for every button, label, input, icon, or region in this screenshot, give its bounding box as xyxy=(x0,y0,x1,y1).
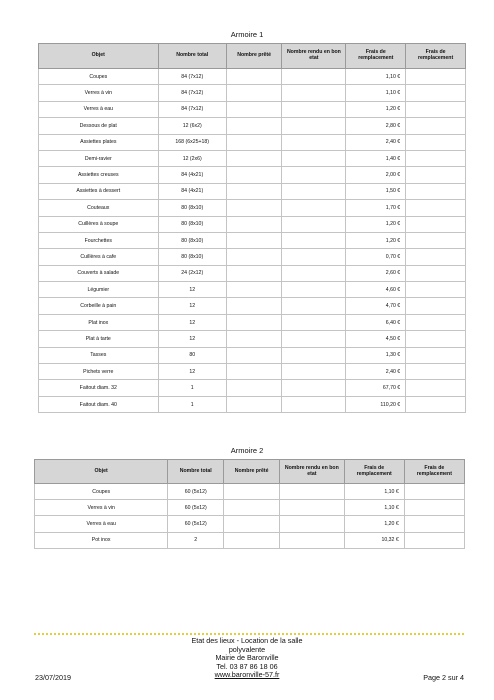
table-cell: 10,32 € xyxy=(344,532,404,548)
armoire-1-table xyxy=(38,43,466,413)
table-cell xyxy=(282,282,346,298)
footer xyxy=(0,637,494,680)
table-cell xyxy=(282,69,346,85)
table-row xyxy=(39,69,466,85)
column-header: Frais de remplacement xyxy=(404,460,464,484)
table-header-row xyxy=(35,460,465,484)
table-row xyxy=(39,380,466,396)
column-header: Nombre rendu en bon etat xyxy=(282,44,346,69)
armoire-2-title: Armoire 2 xyxy=(230,446,264,455)
table-cell: Cuillères à soupe xyxy=(39,216,159,232)
table-cell xyxy=(282,298,346,314)
table-cell xyxy=(226,118,282,134)
table-cell xyxy=(282,232,346,248)
table-cell xyxy=(282,118,346,134)
table-cell: 1,10 € xyxy=(346,85,406,101)
table-cell: Pichets verre xyxy=(39,364,159,380)
table-cell xyxy=(280,516,345,532)
table-cell: 12 xyxy=(158,298,226,314)
column-header: Nombre prêté xyxy=(224,460,280,484)
table-cell: 1 xyxy=(158,380,226,396)
table-cell xyxy=(282,134,346,150)
table-cell xyxy=(224,516,280,532)
armoire-1-title: Armoire 1 xyxy=(230,30,264,39)
table-cell: Coupes xyxy=(39,69,159,85)
table-cell xyxy=(224,500,280,516)
table-cell xyxy=(226,249,282,265)
table-cell xyxy=(226,69,282,85)
table-cell: 1,10 € xyxy=(344,484,404,500)
table-row xyxy=(39,347,466,363)
table-cell: Assiettes creuses xyxy=(39,167,159,183)
table-cell xyxy=(226,200,282,216)
table-cell xyxy=(406,200,466,216)
table-row xyxy=(39,200,466,216)
table-cell xyxy=(406,85,466,101)
table-cell: 24 (2x12) xyxy=(158,265,226,281)
table-cell: 4,50 € xyxy=(346,331,406,347)
table-cell: 80 (8x10) xyxy=(158,249,226,265)
table-cell: 1,10 € xyxy=(344,500,404,516)
table-cell: 2 xyxy=(168,532,224,548)
table-cell xyxy=(406,183,466,199)
table-cell xyxy=(226,265,282,281)
table-row xyxy=(39,101,466,117)
table-cell xyxy=(404,532,464,548)
table-cell xyxy=(404,484,464,500)
table-cell xyxy=(406,101,466,117)
table-cell xyxy=(406,118,466,134)
table-row xyxy=(35,484,465,500)
table-cell: 80 xyxy=(158,347,226,363)
table-cell xyxy=(406,265,466,281)
page-number: Page 2 sur 4 xyxy=(423,673,464,682)
column-header: Frais de remplacement xyxy=(346,44,406,69)
table-cell: Verres à vin xyxy=(39,85,159,101)
table-cell xyxy=(406,396,466,412)
footer-date: 23/07/2019 xyxy=(35,673,71,682)
table-cell xyxy=(226,232,282,248)
table-cell: 4,60 € xyxy=(346,282,406,298)
table-cell xyxy=(224,484,280,500)
table-cell xyxy=(282,347,346,363)
footer-line-2: polyvalente xyxy=(228,644,266,654)
table-cell xyxy=(282,314,346,330)
table-cell: 80 (8x10) xyxy=(158,232,226,248)
table-cell xyxy=(226,85,282,101)
table-cell xyxy=(282,101,346,117)
table-cell xyxy=(226,380,282,396)
footer-divider xyxy=(34,633,464,635)
table-cell: 12 (2x6) xyxy=(158,150,226,166)
website-link[interactable]: www.baronville-57.fr xyxy=(214,670,280,680)
table-cell: 2,40 € xyxy=(346,364,406,380)
column-header: Frais de remplacement xyxy=(406,44,466,69)
footer-line-3: Mairie de Baronville xyxy=(215,653,279,663)
table-cell xyxy=(406,282,466,298)
column-header: Nombre prêté xyxy=(226,44,282,69)
table-cell xyxy=(282,167,346,183)
table-cell: 84 (7x12) xyxy=(158,101,226,117)
footer-line-1: Etat des lieux - Location de la salle xyxy=(191,636,303,645)
table-cell: 4,70 € xyxy=(346,298,406,314)
table-cell: 2,60 € xyxy=(346,265,406,281)
table-row xyxy=(39,314,466,330)
table-row xyxy=(35,532,465,548)
table-cell: Corbeille à pain xyxy=(39,298,159,314)
table-cell: Faitout diam. 32 xyxy=(39,380,159,396)
table-cell: 84 (4x21) xyxy=(158,183,226,199)
table-cell xyxy=(226,183,282,199)
table-cell xyxy=(226,282,282,298)
table-cell: 12 xyxy=(158,314,226,330)
table-cell xyxy=(226,396,282,412)
table-cell xyxy=(226,101,282,117)
table-cell: Cuillères à cafe xyxy=(39,249,159,265)
table-cell xyxy=(282,331,346,347)
table-cell: 60 (5x12) xyxy=(168,484,224,500)
table-cell xyxy=(406,216,466,232)
table-row xyxy=(39,183,466,199)
table-cell: 12 xyxy=(158,364,226,380)
table-cell xyxy=(282,216,346,232)
table-cell: 60 (5x12) xyxy=(168,516,224,532)
table-cell: Fourchettes xyxy=(39,232,159,248)
table-cell: Assiettes plates xyxy=(39,134,159,150)
table-cell xyxy=(282,380,346,396)
table-cell xyxy=(282,265,346,281)
table-cell: Légumier xyxy=(39,282,159,298)
table-cell: Verres à vin xyxy=(35,500,168,516)
table-cell xyxy=(282,183,346,199)
table-cell xyxy=(406,298,466,314)
table-cell: Couteaux xyxy=(39,200,159,216)
table-row xyxy=(39,85,466,101)
table-cell xyxy=(224,532,280,548)
table-cell: 1,20 € xyxy=(344,516,404,532)
table-cell: Tasses xyxy=(39,347,159,363)
table-cell: 2,40 € xyxy=(346,134,406,150)
table-cell xyxy=(404,516,464,532)
table-cell: Couverts à salade xyxy=(39,265,159,281)
table-row xyxy=(35,500,465,516)
table-row xyxy=(35,516,465,532)
table-cell xyxy=(406,69,466,85)
column-header: Nombre total xyxy=(168,460,224,484)
table-cell: 1,70 € xyxy=(346,200,406,216)
table-cell: Assiettes à dessert xyxy=(39,183,159,199)
table-row xyxy=(39,298,466,314)
table-cell: 12 (6x2) xyxy=(158,118,226,134)
table-cell xyxy=(226,347,282,363)
table-cell: 84 (7x12) xyxy=(158,69,226,85)
table-row xyxy=(39,118,466,134)
table-cell: 12 xyxy=(158,331,226,347)
table-row xyxy=(39,167,466,183)
table-cell: Demi-ravier xyxy=(39,150,159,166)
table-cell: Faitout diam. 40 xyxy=(39,396,159,412)
table-cell xyxy=(226,331,282,347)
table-cell xyxy=(406,380,466,396)
table-cell: 2,00 € xyxy=(346,167,406,183)
table-cell xyxy=(282,150,346,166)
table-cell: 0,70 € xyxy=(346,249,406,265)
table-cell: Plat à tarte xyxy=(39,331,159,347)
table-cell xyxy=(406,134,466,150)
table-cell xyxy=(282,396,346,412)
table-cell xyxy=(226,314,282,330)
column-header: Nombre rendu en bon etat xyxy=(280,460,345,484)
table-cell: 1 xyxy=(158,396,226,412)
column-header: Objet xyxy=(35,460,168,484)
table-cell xyxy=(226,364,282,380)
table-cell: Verres à eau xyxy=(35,516,168,532)
table-cell xyxy=(282,364,346,380)
footer-line-4: Tel. 03 87 86 18 06 xyxy=(216,661,278,671)
table-cell xyxy=(406,314,466,330)
table-cell xyxy=(226,298,282,314)
table-cell: Verres à eau xyxy=(39,101,159,117)
table-row xyxy=(39,134,466,150)
table-row xyxy=(39,249,466,265)
table-header-row xyxy=(39,44,466,69)
table-cell: 1,20 € xyxy=(346,232,406,248)
table-cell xyxy=(280,532,345,548)
table-cell: 80 (8x10) xyxy=(158,200,226,216)
table-cell: Plat inox xyxy=(39,314,159,330)
table-cell: 1,50 € xyxy=(346,183,406,199)
table-row xyxy=(39,331,466,347)
table-cell xyxy=(280,500,345,516)
table-cell: 168 (6x25+18) xyxy=(158,134,226,150)
table-row xyxy=(39,232,466,248)
table-cell: 60 (5x12) xyxy=(168,500,224,516)
table-cell xyxy=(226,167,282,183)
table-cell: 84 (7x12) xyxy=(158,85,226,101)
table-cell xyxy=(406,167,466,183)
table-cell: 12 xyxy=(158,282,226,298)
table-cell xyxy=(406,347,466,363)
table-cell: 6,40 € xyxy=(346,314,406,330)
table-row xyxy=(39,396,466,412)
table-cell xyxy=(404,500,464,516)
table-cell: 1,20 € xyxy=(346,101,406,117)
table-cell: 80 (8x10) xyxy=(158,216,226,232)
table-cell xyxy=(226,216,282,232)
table-cell xyxy=(406,232,466,248)
column-header: Nombre total xyxy=(158,44,226,69)
table-cell xyxy=(280,484,345,500)
table-row xyxy=(39,150,466,166)
table-cell: 110,20 € xyxy=(346,396,406,412)
column-header: Frais de remplacement xyxy=(344,460,404,484)
table-row xyxy=(39,282,466,298)
table-cell: 1,40 € xyxy=(346,150,406,166)
table-cell: 2,80 € xyxy=(346,118,406,134)
table-cell: Pot inox xyxy=(35,532,168,548)
table-cell: 84 (4x21) xyxy=(158,167,226,183)
table-cell xyxy=(406,364,466,380)
table-cell: 1,10 € xyxy=(346,69,406,85)
armoire-2-table xyxy=(34,459,465,549)
table-cell xyxy=(406,150,466,166)
table-cell: Coupes xyxy=(35,484,168,500)
table-cell xyxy=(282,249,346,265)
table-cell xyxy=(282,200,346,216)
table-cell xyxy=(406,249,466,265)
table-row xyxy=(39,364,466,380)
table-cell xyxy=(226,134,282,150)
table-row xyxy=(39,265,466,281)
table-cell xyxy=(282,85,346,101)
table-cell xyxy=(406,331,466,347)
column-header: Objet xyxy=(39,44,159,69)
table-cell: 67,70 € xyxy=(346,380,406,396)
table-cell: 1,20 € xyxy=(346,216,406,232)
table-cell xyxy=(226,150,282,166)
table-cell: 1,30 € xyxy=(346,347,406,363)
table-cell: Dessous de plat xyxy=(39,118,159,134)
table-row xyxy=(39,216,466,232)
